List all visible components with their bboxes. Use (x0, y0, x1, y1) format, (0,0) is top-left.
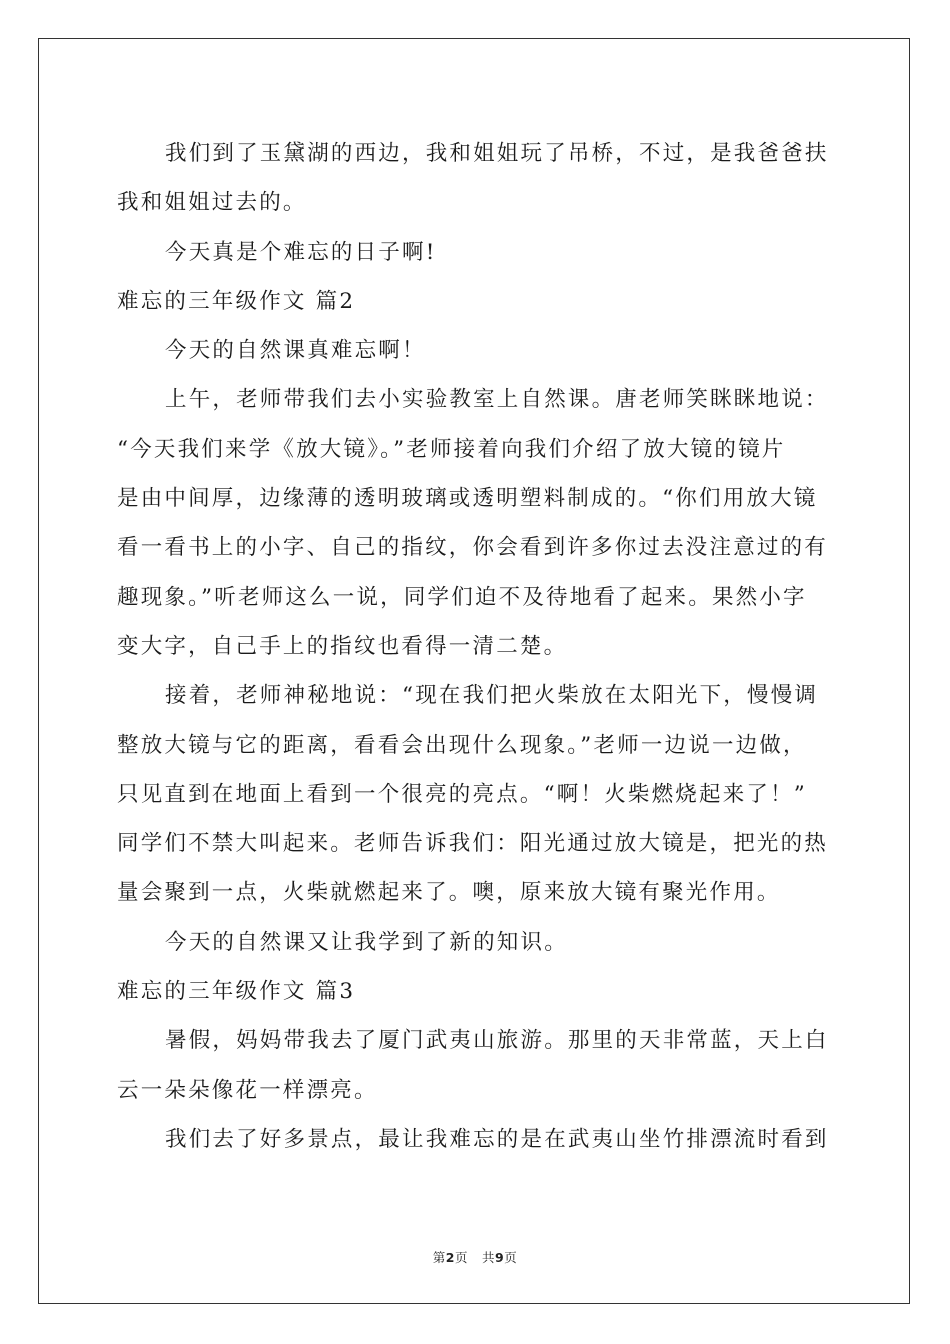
page-suffix: 页 (454, 1250, 468, 1265)
text-line: 变大字，自己手上的指纹也看得一清二楚。 (117, 633, 568, 659)
text-line: 是由中间厚，边缘薄的透明玻璃或透明塑料制成的。“你们用放大镜 (117, 486, 818, 512)
text-line: 我们到了玉黛湖的西边，我和姐姐玩了吊桥，不过，是我爸爸扶 (165, 141, 829, 166)
text-line: “今天我们来学《放大镜》。”老师接着向我们介绍了放大镜的镜片 (117, 436, 786, 462)
total-page-number: 9 (495, 1250, 505, 1265)
text-line: 同学们不禁大叫起来。老师告诉我们：阳光通过放大镜是，把光的热 (117, 831, 829, 857)
text-line: 今天的自然课真难忘啊！ (165, 338, 426, 364)
total-suffix: 页 (504, 1250, 518, 1265)
text-line: 我们去了好多景点，最让我难忘的是在武夷山坐竹排漂流时看到 (165, 1126, 829, 1152)
text-line: 趣现象。”听老师这么一说，同学们迫不及待地看了起来。果然小字 (117, 584, 807, 610)
text-line: 接着，老师神秘地说：“现在我们把火柴放在太阳光下，慢慢调 (165, 683, 819, 709)
text-line: 今天的自然课又让我学到了新的知识。 (165, 929, 568, 955)
text-line: 整放大镜与它的距离，看看会出现什么现象。”老师一边说一边做， (117, 732, 807, 758)
text-line: 量会聚到一点，火柴就燃起来了。噢，原来放大镜有聚光作用。 (117, 880, 781, 906)
page-prefix: 第 (432, 1250, 446, 1265)
total-prefix: 共 (482, 1250, 496, 1265)
text-line: 看一看书上的小字、自己的指纹，你会看到许多你过去没注意过的有 (117, 535, 829, 561)
text-line: 云一朵朵像花一样漂亮。 (117, 1077, 378, 1103)
page-footer (0, 1248, 950, 1266)
current-page-number: 2 (445, 1250, 455, 1265)
text-line: 我和姐姐过去的。 (117, 190, 307, 216)
text-line: 上午，老师带我们去小实验教室上自然课。唐老师笑眯眯地说： (165, 387, 829, 413)
text-line: 今天真是个难忘的日子啊! (165, 239, 437, 265)
document-body (117, 129, 833, 1164)
text-line: 暑假，妈妈带我去了厦门武夷山旅游。那里的天非常蓝，天上白 (165, 1028, 829, 1054)
section-heading: 难忘的三年级作文 篇2 (117, 288, 356, 314)
text-line: 只见直到在地面上看到一个很亮的亮点。“啊！火柴燃烧起来了！” (117, 781, 807, 807)
section-heading: 难忘的三年级作文 篇3 (117, 979, 356, 1005)
